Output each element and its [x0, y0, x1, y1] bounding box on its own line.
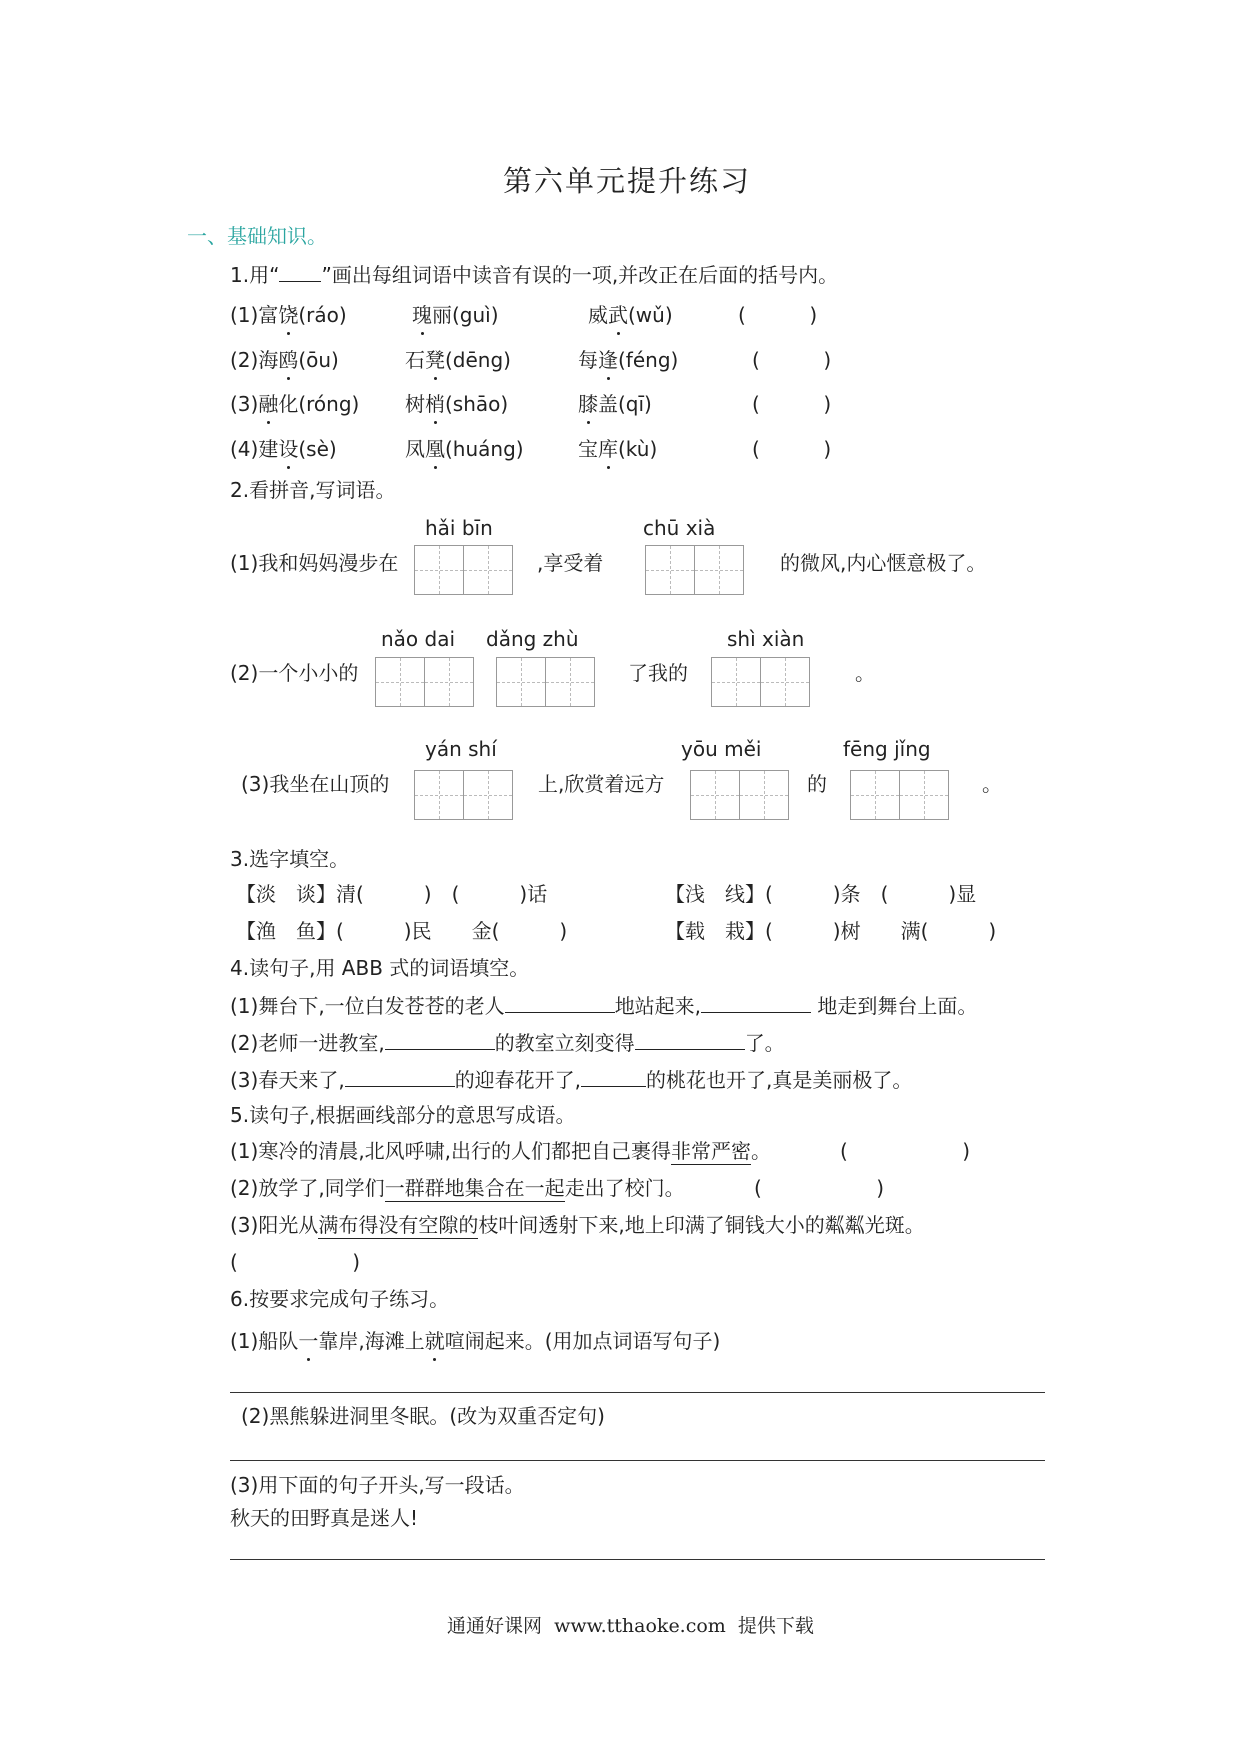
writing-grid[interactable] — [711, 657, 809, 707]
question-6-stem: 6.按要求完成句子练习。 — [230, 1287, 450, 1311]
answer-paren[interactable]: ( ) — [752, 392, 832, 416]
writing-grid[interactable] — [414, 545, 512, 595]
answer-line[interactable] — [230, 1559, 1045, 1560]
choice-group: 【载 栽】( )树 满( ) — [665, 919, 997, 943]
word-pinyin-item: (3)融化(róng) — [230, 392, 360, 416]
sentence: (3)春天来了, 的迎春花开了, 的桃花也开了,真是美丽极了。 — [230, 1068, 913, 1092]
sentence: (2)放学了,同学们一群群地集合在一起走出了校门。 — [230, 1176, 685, 1200]
word-pinyin-item: 膝盖(qī) — [578, 392, 652, 416]
item-label: (4) — [230, 437, 259, 461]
answer-paren[interactable]: ( ) — [752, 437, 832, 461]
pinyin: dǎng zhù — [486, 627, 579, 651]
sentence-text: (2)一个小小的 — [230, 661, 359, 685]
answer-line[interactable] — [230, 1460, 1045, 1461]
sentence-text: (1)我和妈妈漫步在 — [230, 551, 399, 575]
item-label: (3) — [230, 392, 259, 416]
question-3-stem: 3.选字填空。 — [230, 847, 350, 871]
question-4-stem: 4.读句子,用 ABB 式的词语填空。 — [230, 956, 530, 980]
choice-group: 【浅 线】( )条 ( )显 — [665, 882, 977, 906]
footer-credit: 通通好课网 www.tthaoke.com 提供下载 — [447, 1615, 814, 1637]
writing-grid[interactable] — [414, 770, 512, 820]
item-label: (1) — [230, 303, 259, 327]
sentence: (2)黑熊躲进洞里冬眠。(改为双重否定句) — [241, 1404, 605, 1428]
answer-paren[interactable]: ( ) — [230, 1250, 361, 1274]
sentence: (3)用下面的句子开头,写一段话。 — [230, 1473, 525, 1497]
section-heading: 一、基础知识。 — [187, 224, 327, 248]
word-pinyin-item: 石凳(dēng) — [405, 348, 511, 372]
sentence: (2)老师一进教室, 的教室立刻变得 了。 — [230, 1031, 785, 1055]
writing-grid[interactable] — [850, 770, 948, 820]
pinyin: yán shí — [425, 737, 497, 761]
writing-grid[interactable] — [375, 657, 473, 707]
sentence: (3)阳光从满布得没有空隙的枝叶间透射下来,地上印满了铜钱大小的粼粼光斑。 — [230, 1213, 925, 1237]
pinyin: nǎo dai — [381, 627, 456, 651]
sentence: (1)寒冷的清晨,北风呼啸,出行的人们都把自己裹得非常严密。 — [230, 1139, 772, 1163]
answer-paren[interactable]: ( ) — [840, 1139, 971, 1163]
word-pinyin-item: 威武(wǔ) — [588, 303, 673, 327]
question-2-stem: 2.看拼音,写词语。 — [230, 478, 396, 502]
sentence-text: 的 — [807, 772, 827, 796]
writing-grid[interactable] — [645, 545, 743, 595]
question-5-stem: 5.读句子,根据画线部分的意思写成语。 — [230, 1103, 576, 1127]
sentence-text: 了我的 — [628, 661, 688, 685]
word-pinyin-item: (2)海鸥(ōu) — [230, 348, 339, 372]
item-label: (2) — [230, 348, 259, 372]
word-pinyin-item: 宝库(kù) — [578, 437, 658, 461]
pinyin: chū xià — [643, 516, 716, 540]
sentence: (1)船队一靠岸,海滩上就喧闹起来。(用加点词语写句子) — [230, 1329, 721, 1353]
word-pinyin-item: (1)富饶(ráo) — [230, 303, 347, 327]
word-pinyin-item: 每逢(féng) — [578, 348, 679, 372]
answer-paren[interactable]: ( ) — [754, 1176, 885, 1200]
choice-group: 【淡 谈】清( ) ( )话 — [236, 882, 548, 906]
sentence: 秋天的田野真是迷人! — [230, 1506, 419, 1530]
sentence-text: ,享受着 — [537, 551, 604, 575]
word-pinyin-item: 树梢(shāo) — [405, 392, 509, 416]
sentence-text: 的微风,内心惬意极了。 — [780, 551, 987, 575]
sentence-text: (3)我坐在山顶的 — [241, 772, 390, 796]
word-pinyin-item: (4)建设(sè) — [230, 437, 337, 461]
sentence-text: 上,欣赏着远方 — [538, 772, 665, 796]
answer-paren[interactable]: ( ) — [738, 303, 818, 327]
question-1-stem: 1.用“ ”画出每组词语中读音有误的一项,并改正在后面的括号内。 — [230, 263, 839, 287]
choice-group: 【渔 鱼】( )民 金( ) — [236, 919, 568, 943]
pinyin: fēng jǐng — [843, 737, 931, 761]
answer-line[interactable] — [230, 1392, 1045, 1393]
sentence: (1)舞台下,一位白发苍苍的老人 地站起来, 地走到舞台上面。 — [230, 994, 978, 1018]
word-pinyin-item: 凤凰(huáng) — [405, 437, 524, 461]
pinyin: shì xiàn — [727, 627, 805, 651]
writing-grid[interactable] — [690, 770, 788, 820]
answer-paren[interactable]: ( ) — [752, 348, 832, 372]
word-pinyin-item: 瑰丽(guì) — [412, 303, 499, 327]
sentence-text: 。 — [982, 772, 1002, 796]
writing-grid[interactable] — [496, 657, 594, 707]
page-title: 第六单元提升练习 — [503, 164, 752, 198]
pinyin: hǎi bīn — [425, 516, 493, 540]
sentence-text: 。 — [855, 661, 875, 685]
pinyin: yōu měi — [681, 737, 762, 761]
